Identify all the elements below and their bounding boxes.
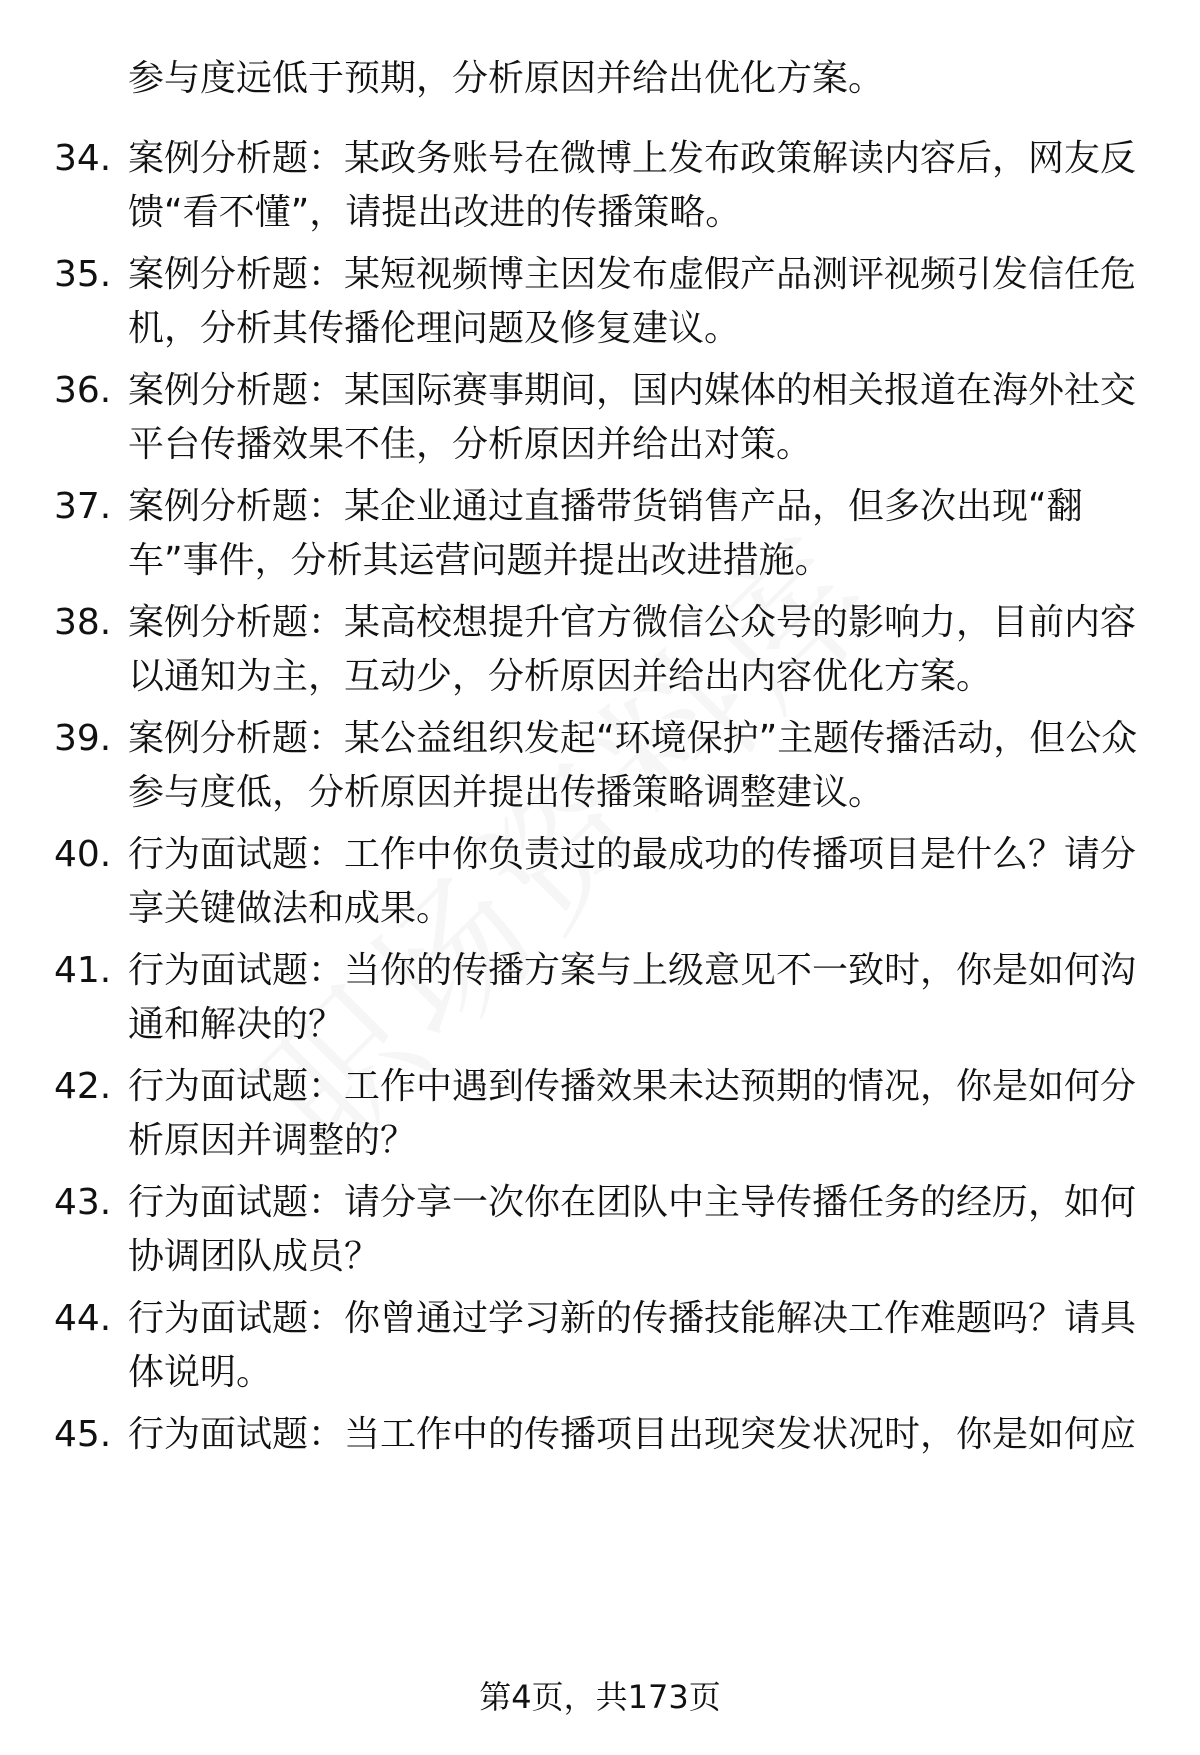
question-number: 37. bbox=[54, 486, 112, 527]
question-number: 36. bbox=[54, 370, 112, 411]
question-number: 42. bbox=[54, 1066, 112, 1107]
question-text: 案例分析题：某短视频博主因发布虚假产品测评视频引发信任危机，分析其传播伦理问题及修复建议。 bbox=[128, 254, 1137, 349]
question-text: 案例分析题：某政务账号在微博上发布政策解读内容后，网友反馈“看不懂”，请提出改进的传播策略。 bbox=[128, 138, 1137, 233]
question-text: 行为面试题：工作中你负责过的最成功的传播项目是什么？请分享关键做法和成果。 bbox=[128, 834, 1137, 929]
question-number: 34. bbox=[54, 138, 112, 179]
question-text: 案例分析题：某公益组织发起“环境保护”主题传播活动，但公众参与度低，分析原因并提出传播策略调整建议。 bbox=[128, 718, 1138, 813]
question-number: 44. bbox=[54, 1298, 112, 1339]
question-text: 行为面试题：工作中遇到传播效果未达预期的情况，你是如何分析原因并调整的？ bbox=[128, 1066, 1137, 1161]
question-number: 35. bbox=[54, 254, 112, 295]
question-text: 行为面试题：你曾通过学习新的传播技能解决工作难题吗？请具体说明。 bbox=[128, 1298, 1137, 1393]
question-text: 行为面试题：当工作中的传播项目出现突发状况时，你是如何应 bbox=[128, 1414, 1137, 1455]
question-number: 39. bbox=[54, 718, 112, 759]
question-number: 45. bbox=[54, 1414, 112, 1455]
page-footer: 第4页，共173页 bbox=[479, 1678, 721, 1716]
question-text: 行为面试题：请分享一次你在团队中主导传播任务的经历，如何协调团队成员？ bbox=[128, 1182, 1137, 1277]
question-text: 案例分析题：某高校想提升官方微信公众号的影响力，目前内容以通知为主，互动少，分析原因并给出内容优化方案。 bbox=[128, 602, 1137, 697]
question-text: 案例分析题：某国际赛事期间，国内媒体的相关报道在海外社交平台传播效果不佳，分析原因并给出对策。 bbox=[128, 370, 1137, 465]
continued-question-text: 参与度远低于预期，分析原因并给出优化方案。 bbox=[128, 58, 885, 99]
question-number: 38. bbox=[54, 602, 112, 643]
question-number: 40. bbox=[54, 834, 112, 875]
question-text: 案例分析题：某企业通过直播带货销售产品，但多次出现“翻车”事件，分析其运营问题并提出改进措施。 bbox=[128, 486, 1083, 581]
question-text: 行为面试题：当你的传播方案与上级意见不一致时，你是如何沟通和解决的？ bbox=[128, 950, 1137, 1045]
question-number: 41. bbox=[54, 950, 112, 991]
question-number: 43. bbox=[54, 1182, 112, 1223]
